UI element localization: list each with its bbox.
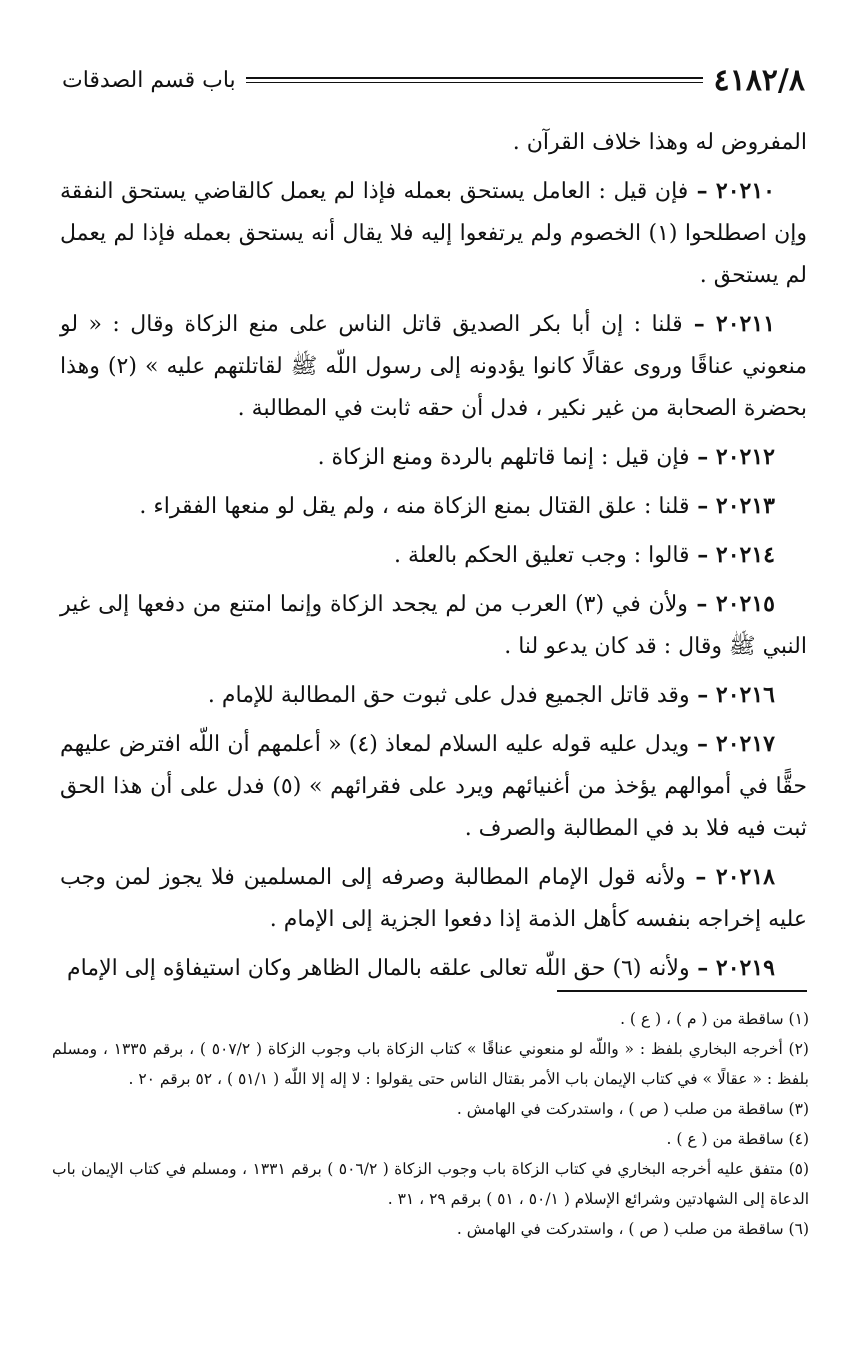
- paragraph-text: ويدل عليه قوله عليه السلام لمعاذ (٤) « أعلمهم أن اللّه افترض عليهم حقًّا في أموالهم يؤخذ من أغنيائهم ويرد على فقرائهم » (٥) فدل على أن هذا الحق ثبت فيه فلا بد في المطالبة والصرف .: [60, 732, 807, 841]
- paragraph: [60, 674, 807, 717]
- footnote: (٣) ساقطة من صلب ( ص ) ، واستدركت في الهامش .: [456, 1100, 809, 1118]
- footnote: (٦) ساقطة من صلب ( ص ) ، واستدركت في الهامش .: [456, 1220, 809, 1238]
- footnote: (٤) ساقطة من ( ع ) .: [666, 1130, 809, 1148]
- paragraph: [60, 170, 807, 297]
- paragraph-number: ٢٠٢١٦ –: [689, 682, 775, 708]
- paragraph-number: ٢٠٢١٨ –: [685, 864, 775, 890]
- footnote: (٥) متفق عليه أخرجه البخاري في كتاب الزكاة باب وجوب الزكاة ( ٥٠٦/٢ ) برقم ١٣٣١ ، ومسلم في كتاب الإيمان باب الدعاة إلى الشهادتين وشرائع الإسلام ( ٥٠/١ ، ٥١ ) برقم ٢٩ ، ٣١ .: [52, 1160, 810, 1208]
- paragraph-text: فإن قيل : إنما قاتلهم بالردة ومنع الزكاة .: [317, 445, 690, 470]
- paragraph: [60, 534, 807, 577]
- paragraph: [60, 436, 807, 479]
- running-header: [62, 60, 805, 100]
- paragraph-text: قالوا : وجب تعليق الحكم بالعلة .: [393, 543, 690, 568]
- footnote: (٢) أخرجه البخاري بلفظ : « واللّه لو منعوني عناقًا » كتاب الزكاة باب وجوب الزكاة ( ٥٠٧/٢ ) ، برقم ١٣٣٥ ، ومسلم بلفظ : « عقالًا » في كتاب الإيمان باب الأمر بقتال الناس حتى يقولوا : لا إله إلا اللّه ( ٥١/١ ) ، ٥٢ برقم ٢٠ .: [52, 1040, 809, 1088]
- paragraph-text: ولأن في (٣) العرب من لم يجحد الزكاة وإنما امتنع من دفعها إلى غير النبي ﷺ وقال : قد كان يدعو لنا .: [60, 592, 807, 659]
- paragraph-number: ٢٠٢١٠ –: [688, 178, 775, 204]
- paragraph-number: ٢٠٢١٤ –: [689, 542, 775, 568]
- paragraph-number: ٢٠٢١٧ –: [689, 731, 775, 757]
- paragraph: [60, 303, 807, 430]
- paragraph: [60, 723, 807, 850]
- footnote-separator: [557, 990, 807, 992]
- paragraph-text: وقد قاتل الجميع فدل على ثبوت حق المطالبة للإمام .: [207, 683, 690, 708]
- paragraph-text: ولأنه (٦) حق اللّه تعالى علقه بالمال الظاهر وكان استيفاؤه إلى الإمام: [66, 956, 690, 981]
- page-number: ٤١٨٢/٨: [713, 62, 805, 98]
- paragraph: [60, 485, 807, 528]
- paragraph-number: ٢٠٢١٥ –: [687, 591, 775, 617]
- paragraph: [60, 583, 807, 668]
- paragraph-text: ولأنه قول الإمام المطالبة وصرفه إلى المسلمين فلا يجوز لمن وجب عليه إخراجه بنفسه كأهل الذمة إذا دفعوا الجزية إلى الإمام .: [60, 865, 807, 932]
- paragraph: [60, 856, 807, 941]
- paragraph-number: ٢٠٢١٢ –: [689, 444, 775, 470]
- paragraph-text: قلنا : إن أبا بكر الصديق قاتل الناس على منع الزكاة وقال : « لو منعوني عناقًا وروى عقالًا كانوا يؤدونه إلى رسول اللّه ﷺ لقاتلتهم عليه » (٢) وهذا بحضرة الصحابة من غير نكير ، فدل أن حقه ثابت في المطالبة .: [60, 312, 807, 421]
- paragraph: [60, 947, 807, 990]
- paragraph-text: فإن قيل : العامل يستحق بعمله فإذا لم يعمل كالقاضي يستحق النفقة وإن اصطلحوا (١) الخصوم ولم يرتفعوا إليه فلا يقال أنه يستحق بعمله فإذا لم يعمل لم يستحق .: [60, 179, 808, 288]
- main-text: [60, 122, 807, 996]
- paragraph-text: قلنا : علق القتال بمنع الزكاة منه ، ولم يقل لو منعها الفقراء .: [139, 494, 690, 519]
- chapter-title: باب قسم الصدقات: [62, 67, 236, 93]
- footnote: (١) ساقطة من ( م ) ، ( ع ) .: [620, 1010, 809, 1028]
- paragraph-number: ٢٠٢١١ –: [682, 311, 775, 337]
- footnotes: [52, 1004, 809, 1244]
- paragraph-number: ٢٠٢١٩ –: [689, 955, 775, 981]
- paragraph-number: ٢٠٢١٣ –: [689, 493, 775, 519]
- paragraph-text: المفروض له وهذا خلاف القرآن .: [512, 130, 807, 155]
- paragraph: [60, 122, 807, 164]
- header-rule: [246, 77, 704, 83]
